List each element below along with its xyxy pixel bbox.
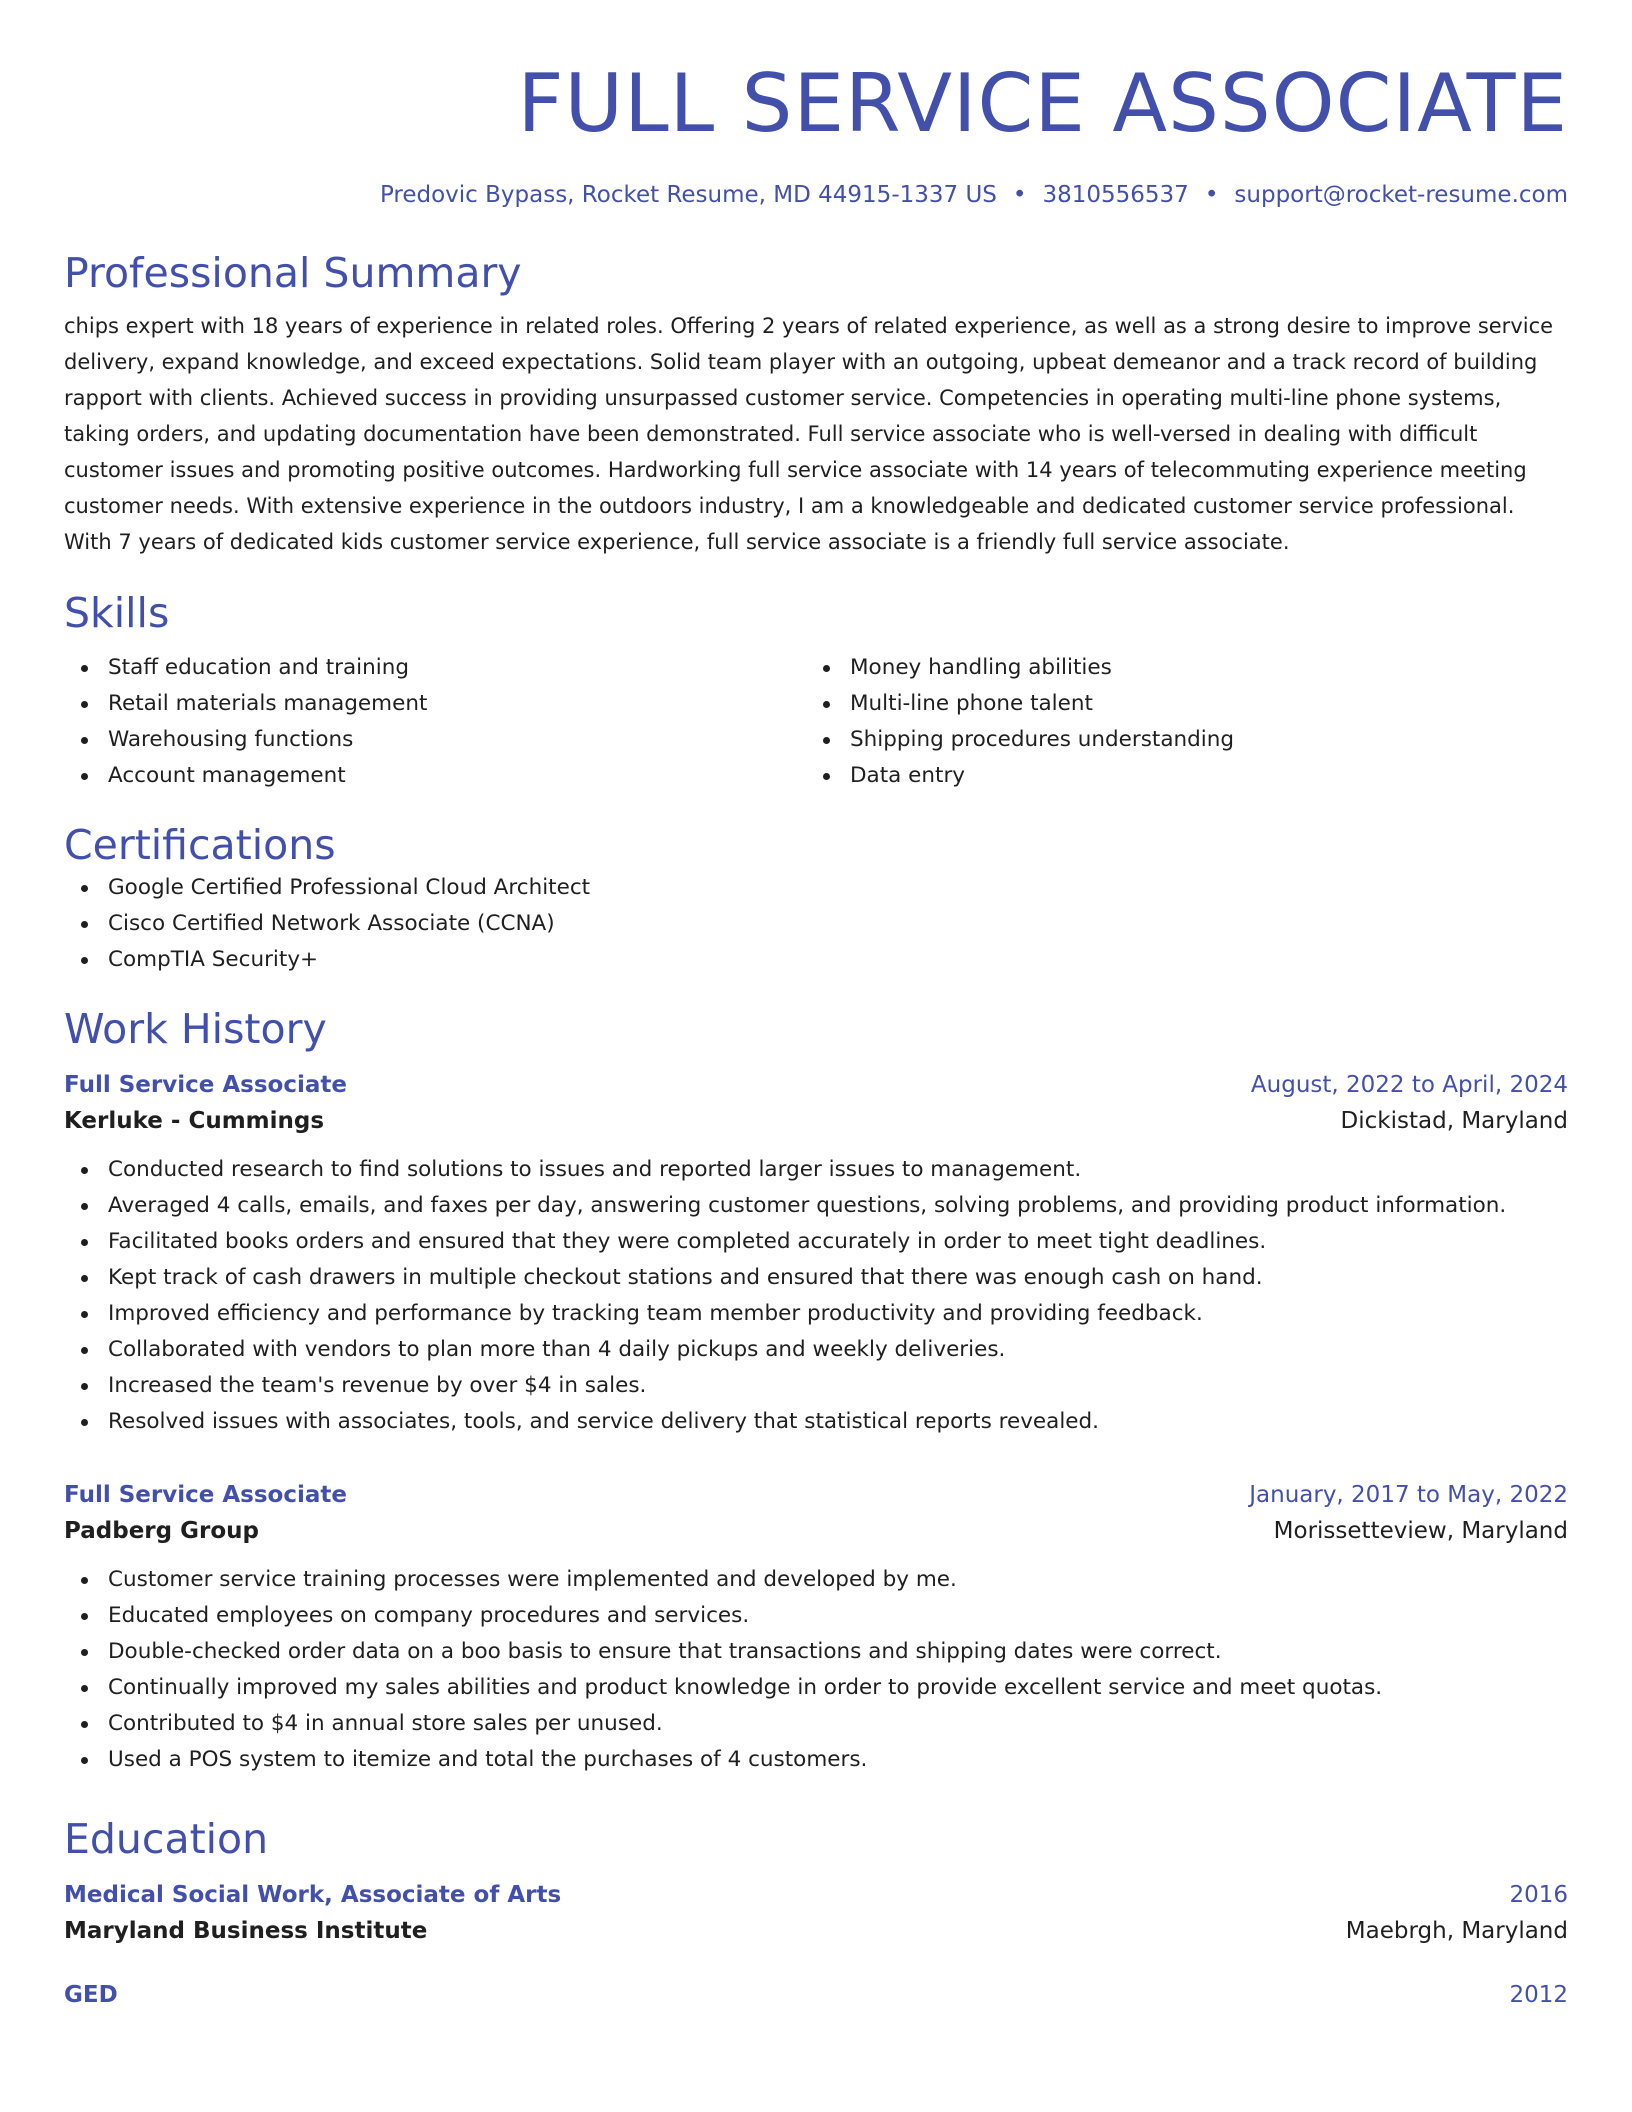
certification-item: Cisco Certified Network Associate (CCNA)	[64, 906, 1568, 942]
skills-column-left	[64, 650, 806, 794]
job-company: Kerluke - Cummings	[64, 1108, 325, 1134]
skill-item: Staff education and training	[64, 650, 806, 686]
job-entry	[64, 1068, 1568, 1440]
education-degree: GED	[64, 1982, 118, 2008]
job-bullet: Used a POS system to itemize and total the purchases of 4 customers.	[64, 1742, 1568, 1778]
contact-separator: •	[1204, 182, 1219, 208]
skill-item: Multi-line phone talent	[806, 686, 1548, 722]
skill-item: Money handling abilities	[806, 650, 1548, 686]
job-bullet: Averaged 4 calls, emails, and faxes per day, answering customer questions, solving problems, and providing product information.	[64, 1188, 1568, 1224]
job-location: Dickistad, Maryland	[1340, 1108, 1568, 1134]
job-bullet: Customer service training processes were implemented and developed by me.	[64, 1562, 1568, 1598]
contact-email: support@rocket-resume.com	[1234, 182, 1568, 208]
job-bullets	[64, 1152, 1568, 1440]
education-year: 2012	[1509, 1982, 1568, 2008]
contact-separator: •	[1012, 182, 1027, 208]
contact-address: Predovic Bypass, Rocket Resume, MD 44915-1337 US	[379, 182, 997, 208]
job-bullet: Double-checked order data on a boo basis to ensure that transactions and shipping dates were correct.	[64, 1634, 1568, 1670]
job-bullet: Improved efficiency and performance by tracking team member productivity and providing feedback.	[64, 1296, 1568, 1332]
job-bullet: Contributed to $4 in annual store sales per unused.	[64, 1706, 1568, 1742]
job-bullet: Conducted research to find solutions to issues and reported larger issues to management.	[64, 1152, 1568, 1188]
certification-item: Google Certified Professional Cloud Architect	[64, 870, 1568, 906]
job-title: Full Service Associate	[64, 1072, 347, 1098]
education-entry	[64, 1878, 1568, 1950]
job-bullet: Increased the team's revenue by over $4 in sales.	[64, 1368, 1568, 1404]
job-bullet: Kept track of cash drawers in multiple checkout stations and ensured that there was enough cash on hand.	[64, 1260, 1568, 1296]
job-title: Full Service Associate	[64, 1482, 347, 1508]
education-year: 2016	[1509, 1882, 1568, 1908]
education-entry	[64, 1978, 1568, 2012]
skill-item: Data entry	[806, 758, 1548, 794]
job-entry	[64, 1478, 1568, 1778]
education-school: Maryland Business Institute	[64, 1918, 428, 1944]
skills-list	[64, 650, 1568, 794]
job-bullet: Facilitated books orders and ensured that they were completed accurately in order to meet tight deadlines.	[64, 1224, 1568, 1260]
job-bullets	[64, 1562, 1568, 1778]
resume-name: FULL SERVICE ASSOCIATE	[517, 57, 1568, 150]
education-degree: Medical Social Work, Associate of Arts	[64, 1882, 562, 1908]
job-bullet: Collaborated with vendors to plan more than 4 daily pickups and weekly deliveries.	[64, 1332, 1568, 1368]
education-location: Maebrgh, Maryland	[1345, 1918, 1568, 1944]
job-location: Morissetteview, Maryland	[1273, 1518, 1568, 1544]
summary-text: chips expert with 18 years of experience in related roles. Offering 2 years of related experience, as well as a strong desire to improve service delivery, expand knowledge, and exceed expectations. Solid team player with an outgoing, upbeat demeanor and a track record of building rapport with clients. Achieved success in providing unsurpassed customer service. Competencies in operating multi-line phone systems, taking orders, and updating documentation have been demonstrated. Full service associate who is well-versed in dealing with difficult customer issues and promoting positive outcomes. Hardworking full service associate with 14 years of telecommuting experience meeting customer needs. With extensive experience in the outdoors industry, I am a knowledgeable and dedicated customer service professional. With 7 years of dedicated kids customer service experience, full service associate is a friendly full service associate.	[64, 314, 1554, 554]
contact-phone: 3810556537	[1042, 182, 1189, 208]
skill-item: Account management	[64, 758, 806, 794]
skill-item: Retail materials management	[64, 686, 806, 722]
work-history-heading: Work History	[64, 1005, 327, 1053]
skills-heading: Skills	[64, 589, 170, 637]
job-company: Padberg Group	[64, 1518, 259, 1544]
summary-heading: Professional Summary	[64, 249, 522, 297]
job-bullet: Resolved issues with associates, tools, and service delivery that statistical reports revealed.	[64, 1404, 1568, 1440]
education-heading: Education	[64, 1815, 269, 1863]
certification-item: CompTIA Security+	[64, 942, 1568, 978]
contact-line	[64, 180, 1568, 210]
skills-column-right	[806, 650, 1548, 794]
skill-item: Warehousing functions	[64, 722, 806, 758]
certifications-heading: Certifications	[64, 821, 336, 869]
job-dates: August, 2022 to April, 2024	[1250, 1072, 1568, 1098]
skill-item: Shipping procedures understanding	[806, 722, 1548, 758]
job-bullet: Educated employees on company procedures and services.	[64, 1598, 1568, 1634]
certifications-list	[64, 870, 1568, 978]
job-dates: January, 2017 to May, 2022	[1249, 1482, 1568, 1508]
job-bullet: Continually improved my sales abilities and product knowledge in order to provide excellent service and meet quotas.	[64, 1670, 1568, 1706]
